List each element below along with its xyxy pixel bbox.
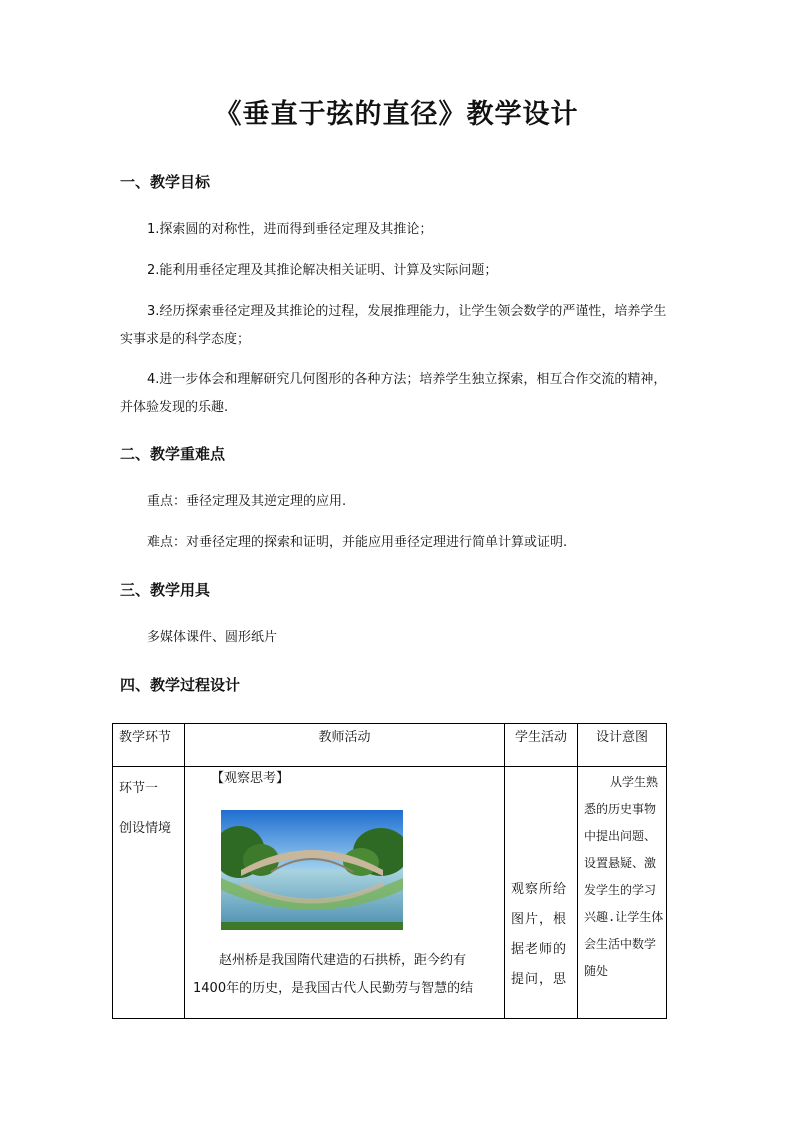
goal-item-1: 1.探索圆的对称性，进而得到垂径定理及其推论；: [147, 222, 433, 237]
tools-text: 多媒体课件、圆形纸片: [147, 630, 278, 645]
header-stage: 教学环节: [113, 724, 185, 767]
section-heading-goals: 一、教学目标: [120, 173, 211, 191]
difficulty-text: 难点：对垂径定理的探索和证明，并能应用垂径定理进行简单计算或证明.: [147, 535, 568, 550]
table-row: [113, 767, 667, 1019]
teacher-cell: [185, 767, 505, 1019]
stage-label: 环节一: [119, 781, 159, 796]
goal-item-4: 4.进一步体会和理解研究几何图形的各种方法；培养学生独立探索，相互合作交流的精神，并体验发现的乐趣.: [120, 372, 667, 415]
design-text-content: 从学生熟悉的历史事物中提出问题、设置悬疑、激发学生的学习兴趣.让学生体会生活中数学随处: [584, 775, 664, 978]
teaching-process-table: [112, 723, 667, 1019]
section-heading-process: 四、教学过程设计: [120, 676, 241, 694]
section-heading-tools: 三、教学用具: [120, 581, 211, 599]
document-title: 《垂直于弦的直径》教学设计: [214, 99, 579, 130]
stage-name: 创设情境: [119, 821, 172, 836]
goal-item-2: 2.能利用垂径定理及其推论解决相关证明、计算及实际问题；: [147, 263, 498, 278]
stage-cell: [113, 767, 185, 1019]
zhaozhou-bridge-photo: [221, 810, 403, 930]
header-student: 学生活动: [505, 724, 578, 767]
section-heading-key-points: 二、教学重难点: [120, 445, 226, 463]
student-cell: [505, 767, 578, 1019]
design-cell: [578, 767, 667, 1019]
design-intent-text: [584, 769, 664, 985]
header-teacher: 教师活动: [185, 724, 505, 767]
teacher-activity-text: [193, 947, 498, 1003]
teacher-text-content: 赵州桥是我国隋代建造的石拱桥，距今约有1400年的历史，是我国古代人民勤劳与智慧的结: [193, 953, 474, 996]
teacher-activity-heading: 【观察思考】: [211, 771, 290, 786]
student-activity-text: 观察所给图片，根据老师的提问，思: [511, 882, 568, 987]
bridge-image: [221, 810, 403, 930]
header-design: 设计意图: [578, 724, 667, 767]
table-header-row: [113, 724, 667, 767]
goal-item-3: 3.经历探索垂径定理及其推论的过程，发展推理能力，让学生领会数学的严谨性，培养学生实事求是的科学态度；: [120, 304, 667, 347]
key-point-text: 重点：垂径定理及其逆定理的应用.: [147, 494, 347, 509]
